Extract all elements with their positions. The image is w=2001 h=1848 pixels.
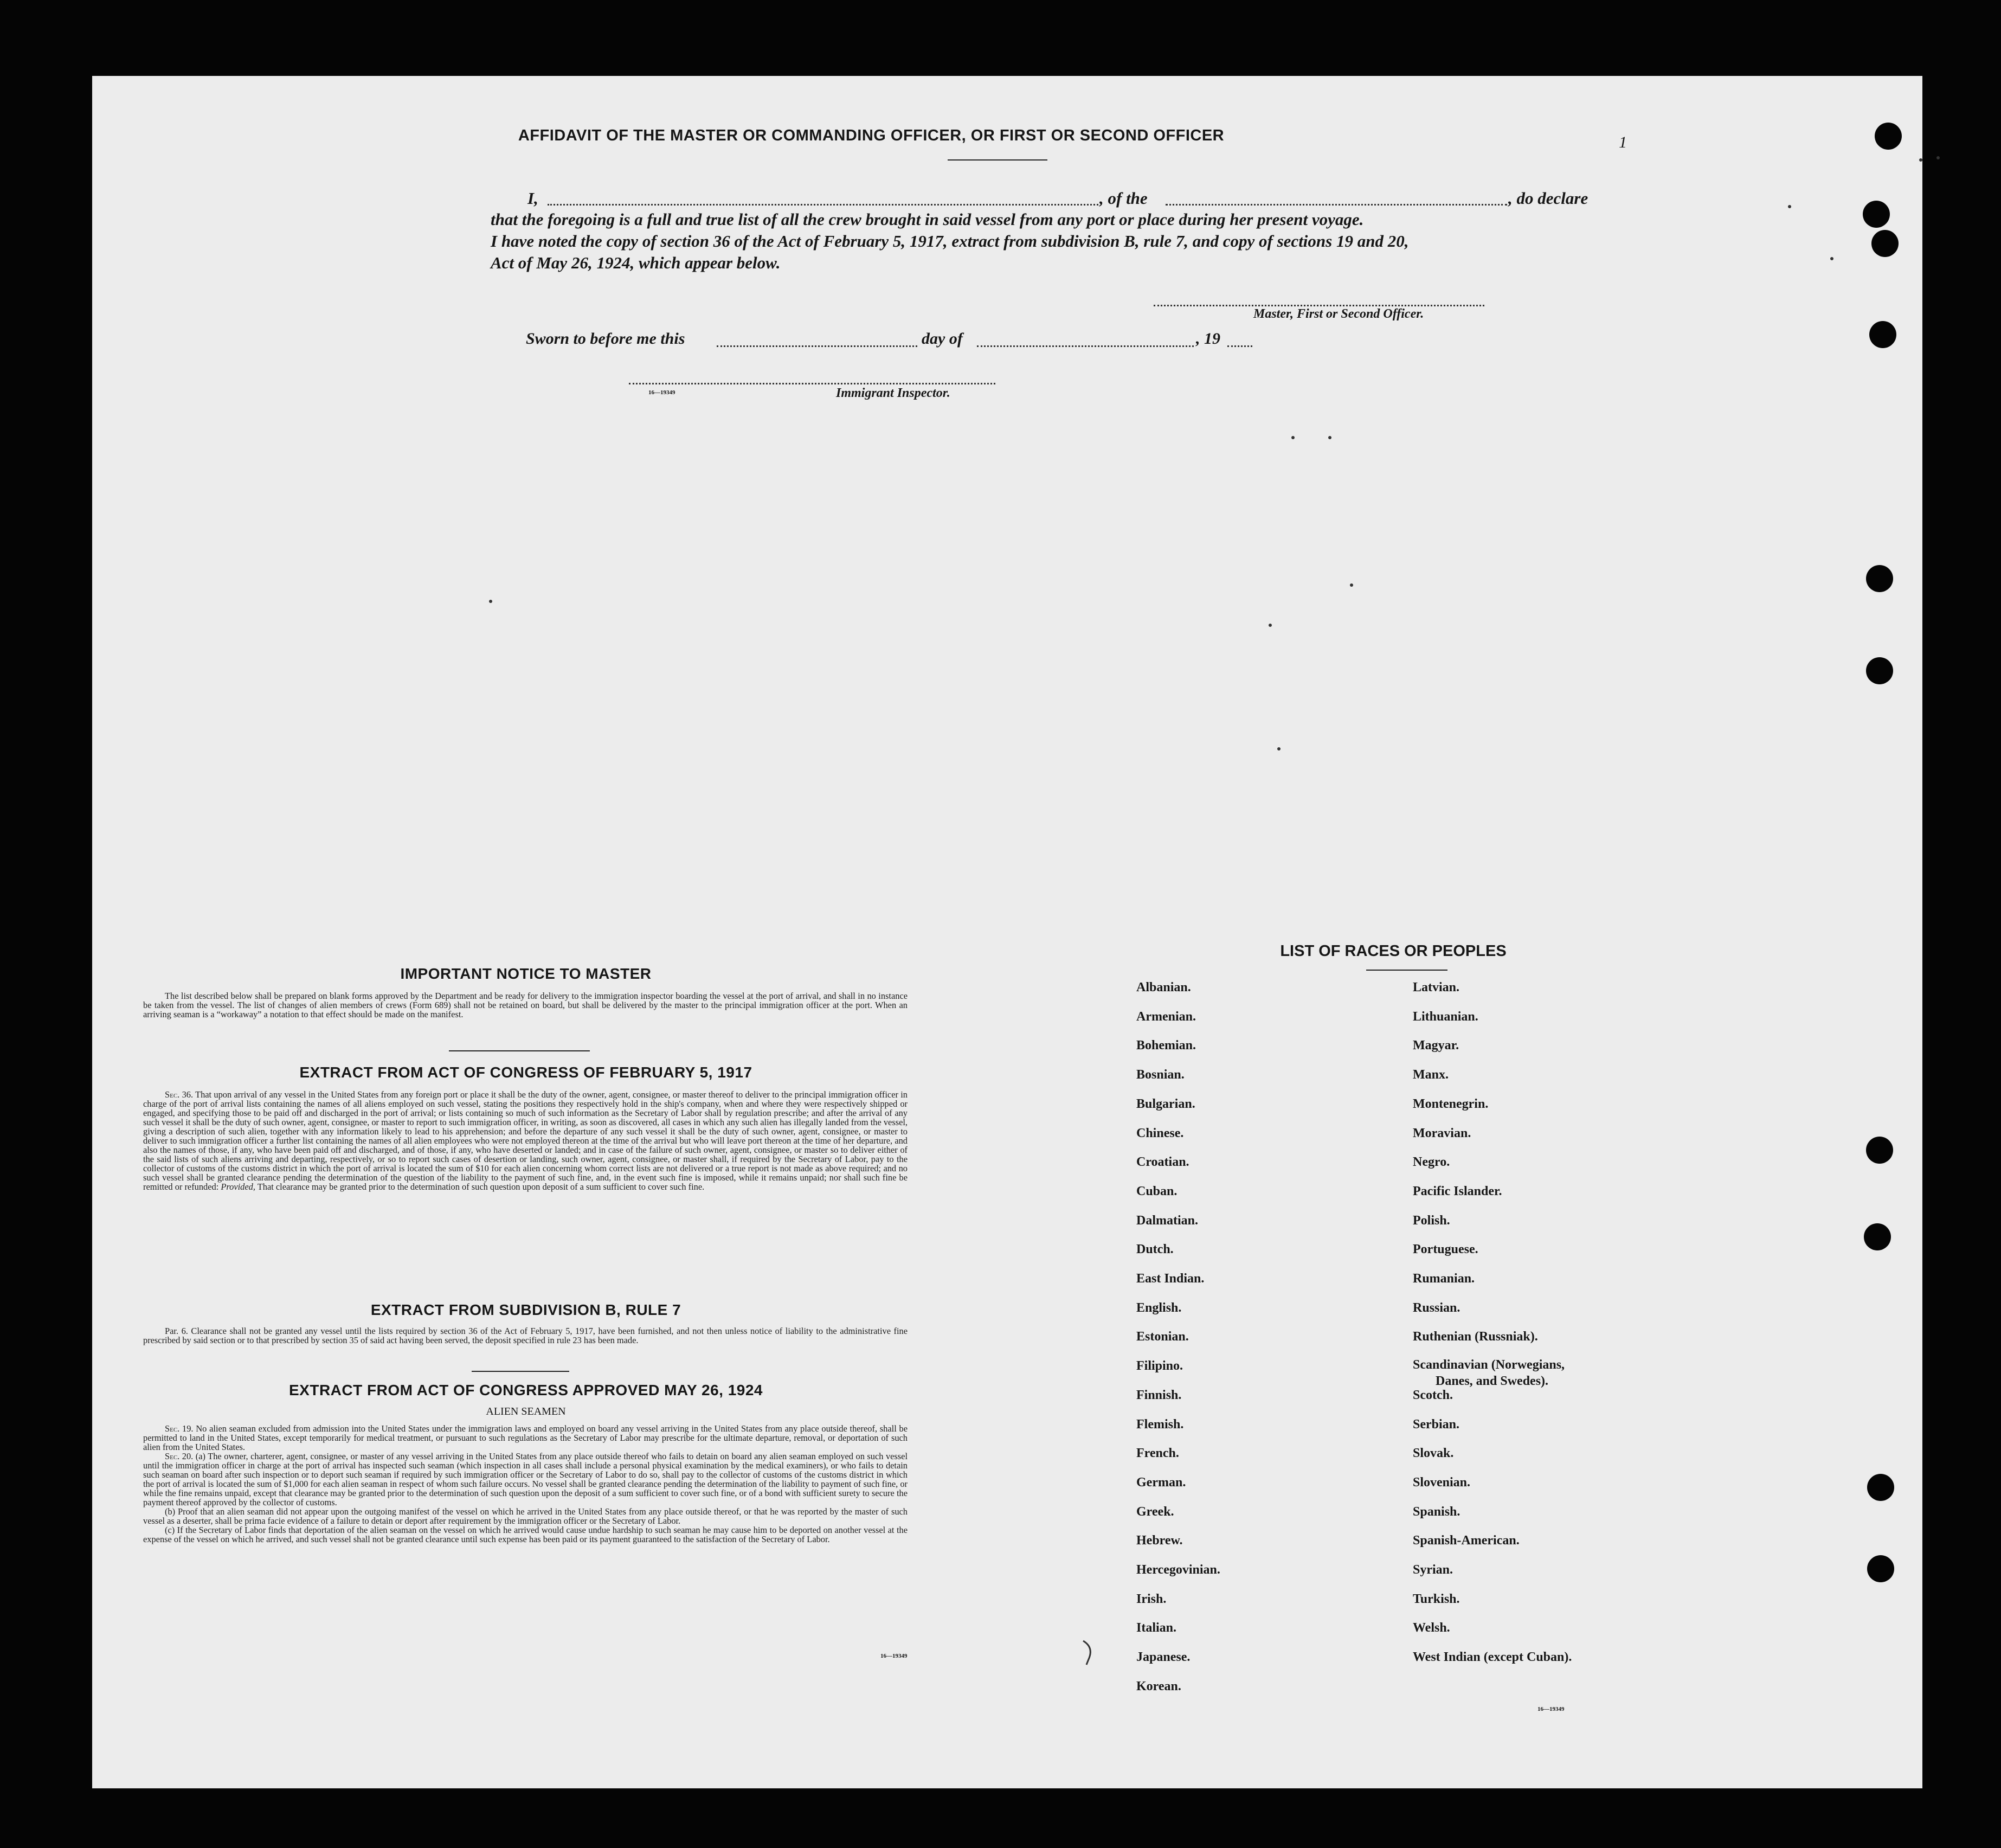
speck (1291, 436, 1295, 439)
race-item: Albanian. (1136, 980, 1191, 994)
notice-paragraph: The list described below shall be prepared on blank forms approved by the Department and be ready for delivery to the immigration inspector boarding the vessel at the port of arrival, and shall in no instance be taken from the vessel. The list of changes of alien members of crews (Form 689) shall not be retained on board, but shall be delivered by the master to the principal immigration officer at the port. When an arriving seaman is a “workaway” a notation to that effect should be made on the manifest. (143, 991, 908, 1019)
races-title: LIST OF RACES OR PEOPLES (1280, 942, 1507, 960)
affidavit-line-1-of-the: , of the (1099, 189, 1148, 208)
master-signature-label: Master, First or Second Officer. (1253, 307, 1424, 321)
races-divider (1366, 970, 1447, 971)
race-item: West Indian (except Cuban). (1413, 1650, 1572, 1664)
races-form-number: 16—19349 (1537, 1706, 1565, 1712)
extract-1917-text (143, 1090, 908, 1191)
race-item: Bulgarian. (1136, 1097, 1195, 1111)
race-item: East Indian. (1136, 1272, 1205, 1286)
race-item: Irish. (1136, 1592, 1167, 1606)
section-19-label: Sec. 19. (165, 1423, 194, 1434)
race-item: Portuguese. (1413, 1242, 1478, 1256)
speck (1269, 624, 1272, 627)
binder-hole (1875, 123, 1902, 150)
binder-hole (1869, 321, 1896, 348)
race-item: Bohemian. (1136, 1038, 1196, 1053)
name-blank[interactable] (548, 204, 1098, 206)
rule-7-divider (472, 1371, 569, 1372)
inspector-label: Immigrant Inspector. (836, 386, 950, 400)
proviso-label: Provided, (221, 1182, 255, 1192)
race-item: German. (1136, 1475, 1186, 1490)
vessel-blank[interactable] (1166, 204, 1507, 206)
race-item: Bosnian. (1136, 1068, 1185, 1082)
rule-7-text (143, 1326, 908, 1345)
race-item: Spanish-American. (1413, 1533, 1520, 1548)
race-item: Finnish. (1136, 1388, 1182, 1402)
alien-seamen-subtitle: ALIEN SEAMEN (486, 1406, 566, 1417)
race-item: Croatian. (1136, 1155, 1189, 1169)
speck (1830, 257, 1833, 260)
race-item: Danes, and Swedes). (1436, 1374, 1549, 1388)
race-item: Lithuanian. (1413, 1010, 1478, 1024)
handwritten-mark (1080, 1638, 1102, 1668)
speck (1788, 205, 1791, 208)
rule-7-paragraph: Par. 6. Clearance shall not be granted any vessel until the lists required by section 36 of the Act of February 5, 1917, have been furnished, and not then unless notice of liability to the administrative fine prescribed by said section or to that prescribed by section 35 of said act having been served, the deposit specified in rule 23 has been made. (143, 1326, 908, 1345)
speck (1919, 158, 1922, 162)
race-item: Welsh. (1413, 1621, 1450, 1635)
race-item: Flemish. (1136, 1417, 1184, 1432)
speck (1936, 156, 1940, 159)
affidavit-line-3: I have noted the copy of section 36 of the Act of February 5, 1917, extract from subdivision B, rule 7, and copy of sections 19 and 20, (491, 232, 1409, 251)
rule-7-title: EXTRACT FROM SUBDIVISION B, RULE 7 (370, 1301, 681, 1318)
race-item: Manx. (1413, 1068, 1449, 1082)
binder-hole (1866, 565, 1893, 592)
binder-hole (1867, 1555, 1894, 1582)
race-item: Korean. (1136, 1679, 1181, 1693)
race-item: Rumanian. (1413, 1272, 1475, 1286)
extract-form-number: 16—19349 (880, 1653, 908, 1659)
race-item: Slovak. (1413, 1446, 1454, 1460)
speck (489, 600, 492, 603)
race-item: Pacific Islander. (1413, 1184, 1502, 1198)
race-item: Scandinavian (Norwegians, (1413, 1358, 1565, 1372)
speck (1350, 583, 1353, 587)
race-item: French. (1136, 1446, 1179, 1460)
section-20c-body: (c) If the Secretary of Labor finds that deportation of the alien seaman on the vessel on which he arrived would cause undue hardship to such seaman he may cause him to be deported on another vessel at the expense of the vessel on which he arrived, and such vessel shall not be granted clearance until such expense has been paid or its payment guaranteed to the satisfaction of the Secretary of Labor. (143, 1525, 908, 1544)
affidavit-line-4: Act of May 26, 1924, which appear below. (491, 253, 781, 272)
race-item: Japanese. (1136, 1650, 1191, 1664)
speck (1277, 747, 1281, 750)
notice-divider (449, 1050, 590, 1051)
page-mark: 1 (1619, 133, 1627, 151)
section-20-label: Sec. 20. (165, 1451, 194, 1461)
race-item: Estonian. (1136, 1330, 1189, 1344)
race-item: Ruthenian (Russniak). (1413, 1330, 1538, 1344)
race-item: Russian. (1413, 1301, 1460, 1315)
section-20a-body: (a) The owner, charterer, agent, consignee, or master of any vessel arriving in the United States from any place outside thereof who fails to detain on board any alien seaman employed on such vessel until the immigration officer in charge at the port of arrival has inspected such seaman (which inspection in all cases shall include a personal physical examination by the medical examiners), or who fails to detain such seaman on board after such inspection or to deport such seaman if required by such immigration officer or the Secretary of Labor to do so, shall pay to the collector of customs of the customs district in which the port of arrival is located the sum of $1,000 for each alien seaman in respect of whom such failure occurs. No vessel shall be granted clearance pending the determination of the liability to payment of such fine, or while the fine remains unpaid, except that clearance may be granted prior to the determination of such question upon the deposit of a sum sufficient to cover such fine, or of a bond with sufficient surety to secure the payment thereof approved by the collector of customs. (143, 1451, 908, 1507)
race-item: Hebrew. (1136, 1533, 1183, 1548)
section-36-body: That upon arrival of any vessel in the United States from any foreign port or place it shall be the duty of the owner, agent, consignee, or master thereof to deliver to the principal immigration officer in charge of the port of arrival lists containing the names of all aliens employed on such vessel, stating the positions they respectively hold in the ship's company, when and where they were respectively shipped or engaged, and specifying those to be paid off and discharged in the port of arrival; or lists containing so much of such information as the Secretary of Labor shall by regulation prescribe; and after the arrival of any such vessel it shall be the duty of such owner, agent, consignee, or master to report to such immigration officer, in writing, as soon as discovered, all cases in which any such alien has illegally landed from the vessel, giving a description of such alien, together with any information likely to lead to his apprehension; and before the departure of any such vessel it shall be the duty of such owner, agent, consignee, or master to deliver to such immigration officer a further list containing the names of all alien employees who were not employed thereon at the time of the arrival but who will leave port thereon at the time of her departure, and also the names of those, if any, who have been paid off and discharged, and of those, if any, who have deserted or landed; and in case of the failure of such owner, agent, consignee, or master so to deliver either of the said lists of such aliens arriving and departing, respectively, or so to report such cases of desertion or landing, such owner, agent, consignee, or master shall, if required by the Secretary of Labor, pay to the collector of customs of the customs district in which the port of arrival is located the sum of $10 for each alien concerning whom correct lists are not delivered or a true report is not made as above required; and no such vessel shall be granted clearance pending the determination of the question of the liability to the payment of such fine, and, in the event such fine is imposed, while it remains unpaid; nor shall such fine be remitted or refunded: (143, 1089, 908, 1192)
race-item: Filipino. (1136, 1359, 1183, 1373)
extract-1917-title: EXTRACT FROM ACT OF CONGRESS OF FEBRUARY 5, 1917 (299, 1064, 752, 1081)
affidavit-form-number: 16—19349 (648, 389, 675, 396)
race-item: Scotch. (1413, 1388, 1453, 1402)
affidavit-line-2: that the foregoing is a full and true list of all the crew brought in said vessel from any port or place during her present voyage. (491, 210, 1364, 229)
sworn-day-blank[interactable] (717, 345, 917, 347)
year-blank[interactable] (1227, 345, 1252, 347)
day-of-label: day of (922, 330, 963, 348)
sworn-month-blank[interactable] (977, 345, 1194, 347)
section-20b-body: (b) Proof that an alien seaman did not appear upon the outgoing manifest of the vessel on which he arrived in the United States from any place outside thereof, or that he was reported by the master of such vessel as a deserter, shall be prima facie evidence of a failure to detain or deport after requirement by the immigration officer or the Secretary of Labor. (143, 1506, 908, 1526)
binder-hole (1867, 1474, 1894, 1501)
notice-text (143, 991, 908, 1019)
year-prefix: , 19 (1196, 330, 1220, 348)
race-item: Cuban. (1136, 1184, 1178, 1198)
race-item: Syrian. (1413, 1563, 1453, 1577)
section-19-body: No alien seaman excluded from admission into the United States under the immigration laws and employed on board any vessel arriving in the United States from any place outside thereof, shall be permitted to land in the United States, except temporarily for medical treatment, or pursuant to such regulations as the Secretary of Labor may prescribe for the ultimate departure, removal, or deportation of such alien from the United States. (143, 1423, 908, 1452)
binder-hole (1864, 1223, 1891, 1250)
race-item: Negro. (1413, 1155, 1450, 1169)
extract-1924-text (143, 1424, 908, 1544)
notice-title: IMPORTANT NOTICE TO MASTER (400, 965, 652, 982)
binder-hole (1866, 657, 1893, 684)
race-item: English. (1136, 1301, 1182, 1315)
race-item: Dutch. (1136, 1242, 1174, 1256)
master-signature-blank[interactable] (1154, 305, 1484, 306)
race-item: Chinese. (1136, 1126, 1184, 1140)
document-sheet (92, 76, 1922, 1788)
race-item: Montenegrin. (1413, 1097, 1489, 1111)
title-divider (948, 159, 1047, 161)
race-item: Slovenian. (1413, 1475, 1471, 1490)
affidavit-title: AFFIDAVIT OF THE MASTER OR COMMANDING OFFICER, OR FIRST OR SECOND OFFICER (518, 127, 1225, 144)
binder-hole (1866, 1137, 1893, 1164)
affidavit-line-1-i: I, (527, 189, 538, 208)
race-item: Latvian. (1413, 980, 1460, 994)
section-36-label: Sec. 36. (165, 1089, 194, 1100)
race-item: Moravian. (1413, 1126, 1471, 1140)
race-item: Greek. (1136, 1505, 1174, 1519)
race-item: Hercegovinian. (1136, 1563, 1220, 1577)
speck (1328, 436, 1331, 439)
race-item: Serbian. (1413, 1417, 1460, 1432)
race-item: Armenian. (1136, 1010, 1196, 1024)
race-item: Italian. (1136, 1621, 1177, 1635)
binder-hole (1871, 230, 1899, 257)
race-item: Magyar. (1413, 1038, 1459, 1053)
proviso-text: That clearance may be granted prior to the determination of such question upon deposit of a sum sufficient to cover such fine. (257, 1182, 705, 1192)
race-item: Polish. (1413, 1214, 1450, 1228)
race-item: Turkish. (1413, 1592, 1460, 1606)
affidavit-line-1-declare: , do declare (1508, 189, 1588, 208)
race-item: Dalmatian. (1136, 1214, 1198, 1228)
sworn-label: Sworn to before me this (526, 330, 685, 348)
extract-1924-title: EXTRACT FROM ACT OF CONGRESS APPROVED MAY 26, 1924 (289, 1382, 763, 1398)
race-item: Spanish. (1413, 1505, 1460, 1519)
inspector-signature-blank[interactable] (629, 383, 995, 384)
binder-hole (1863, 201, 1890, 228)
